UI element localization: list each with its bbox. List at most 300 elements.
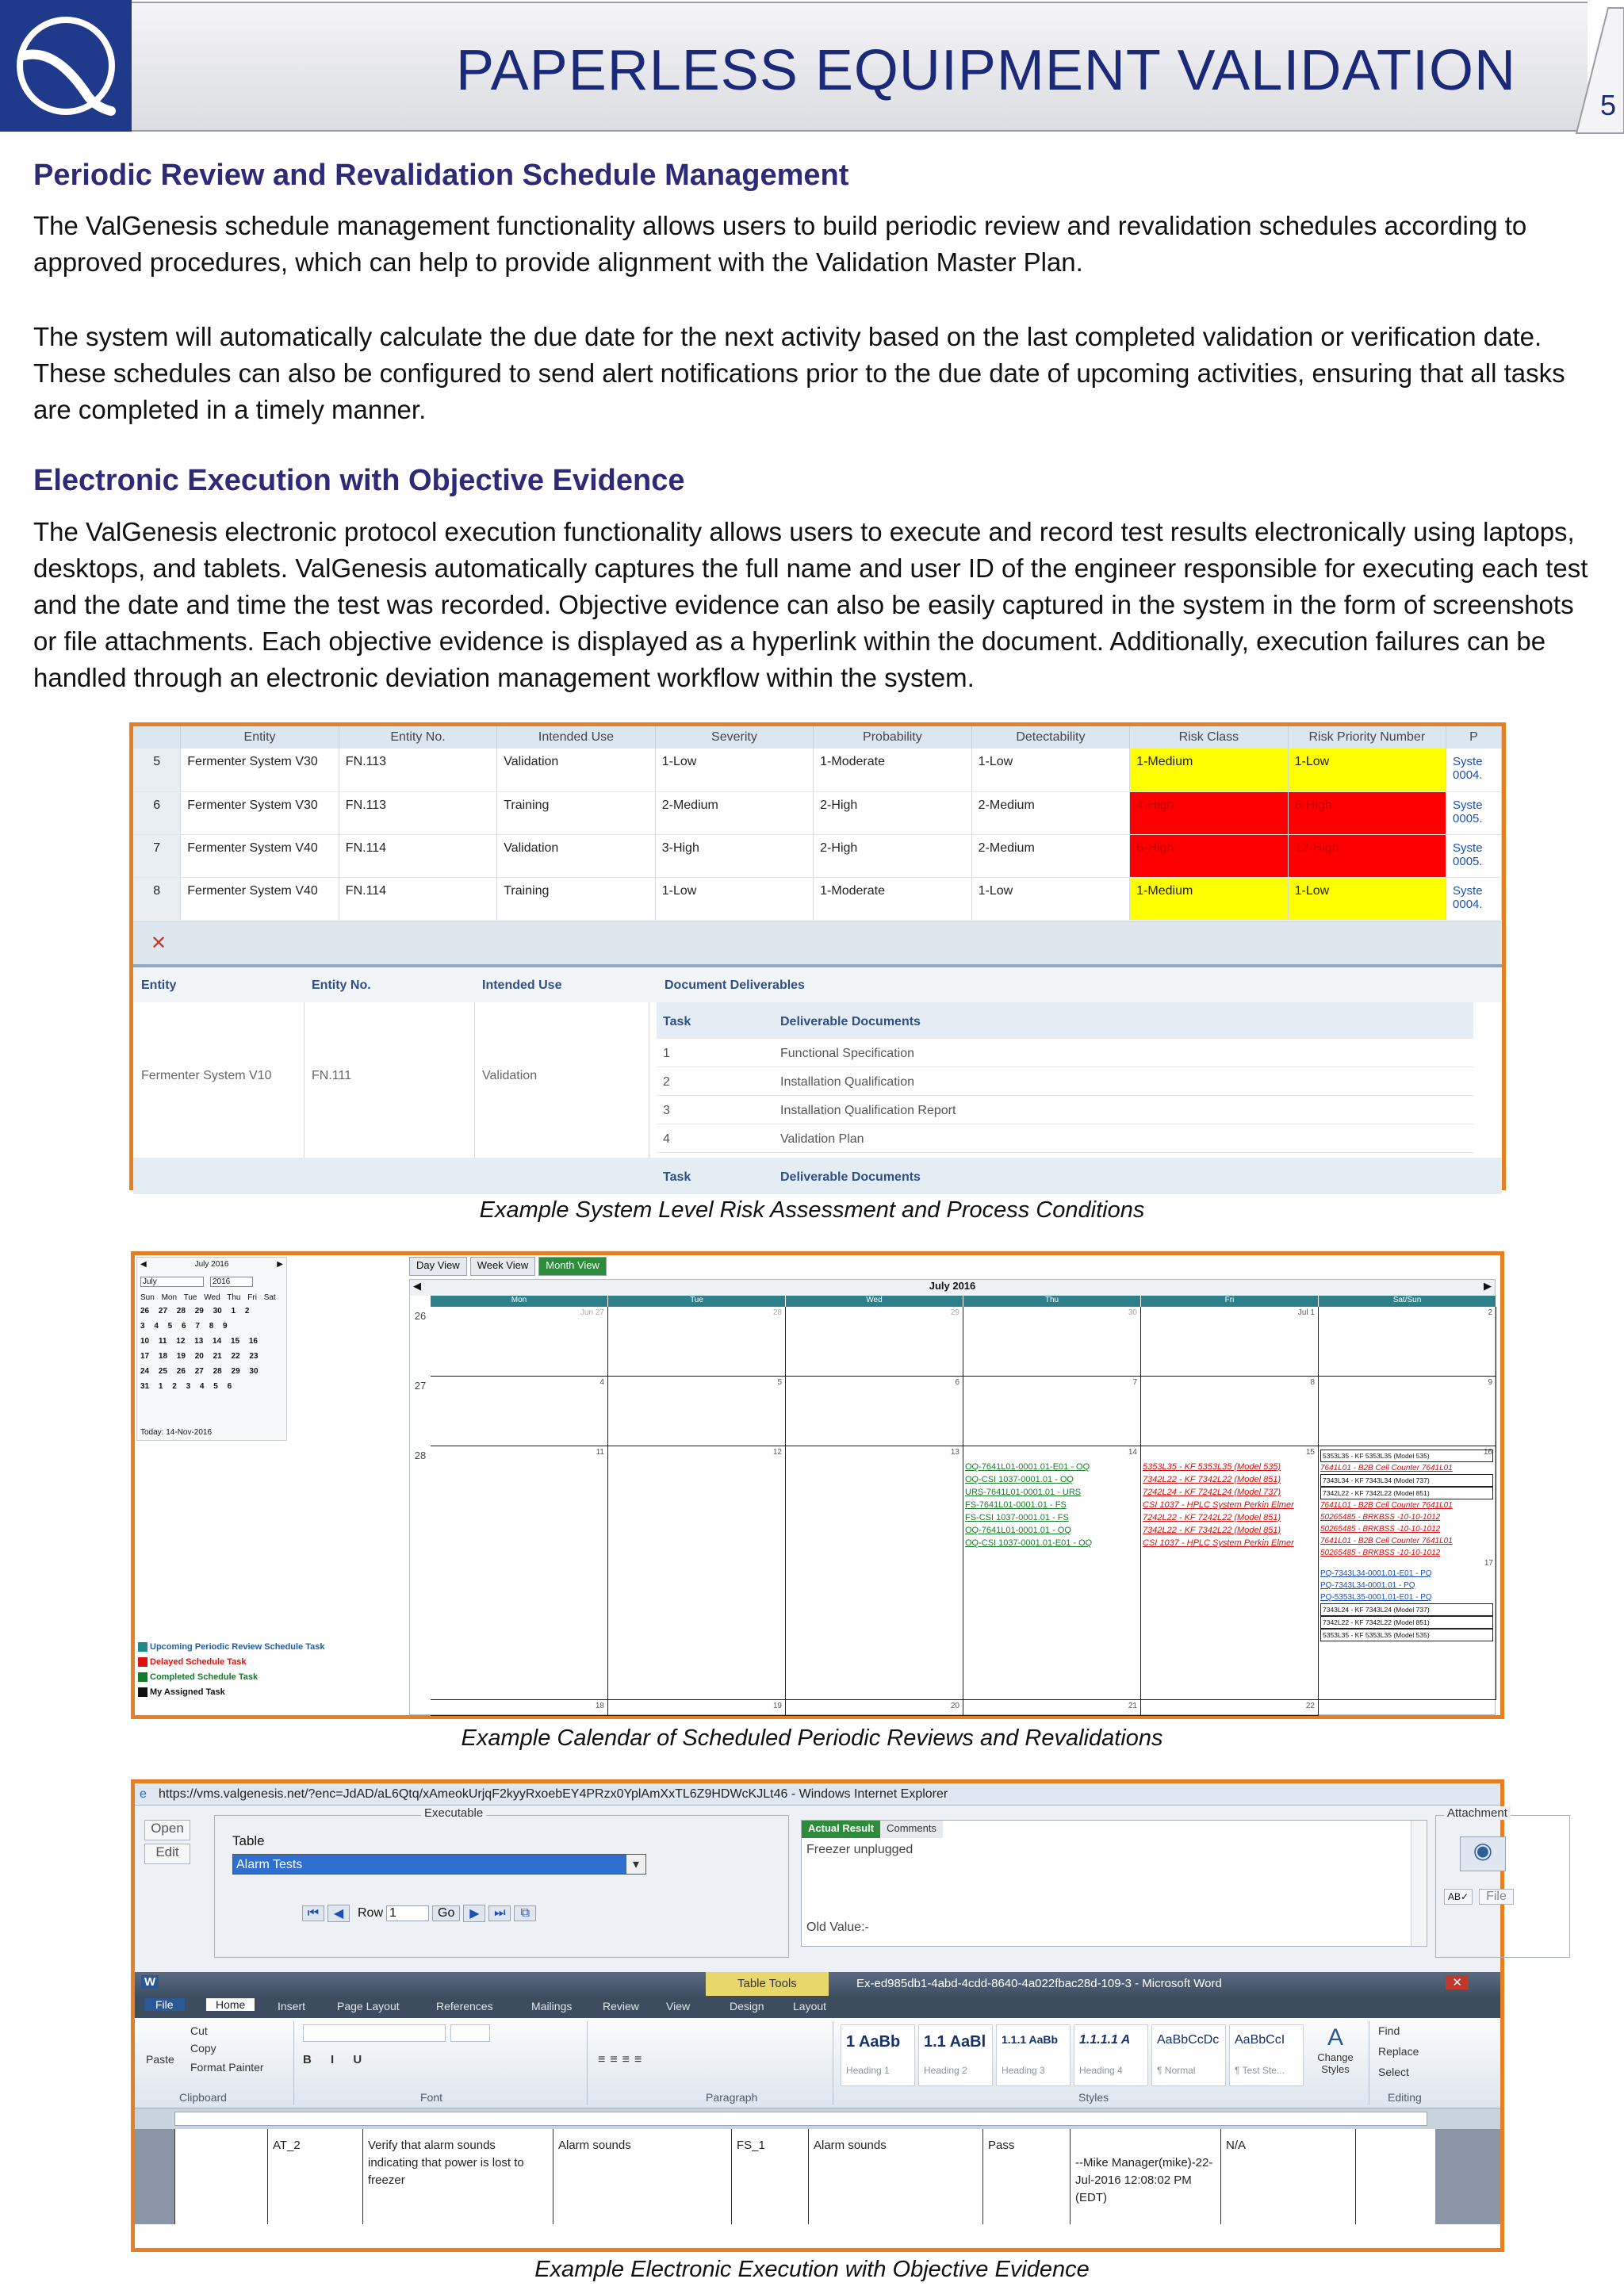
edit-button[interactable]: Edit bbox=[144, 1844, 190, 1864]
browser-title: https://vms.valgenesis.net/?enc=JdAD/aL6Qtq/xAmeokUrjqF2kyyRxoebEY4PRzx0YplAmXxTL6Z9HDWcKJLt46 - Windows Internet Explorer bbox=[159, 1787, 948, 1801]
next-row-icon[interactable]: ▶ bbox=[463, 1905, 485, 1922]
ruler bbox=[135, 2108, 1500, 2129]
weekday-label: Thu bbox=[963, 1296, 1141, 1307]
risk-table-header bbox=[133, 726, 1502, 749]
table-row[interactable] bbox=[133, 877, 1502, 920]
tab-file[interactable]: File bbox=[144, 1998, 185, 2011]
attachment-title: Attachment bbox=[1444, 1806, 1511, 1820]
list-item[interactable] bbox=[657, 1067, 1473, 1096]
day-cell[interactable] bbox=[1319, 1377, 1496, 1446]
day-number: 15 bbox=[1305, 1448, 1315, 1457]
cut-button[interactable]: Cut bbox=[190, 2024, 208, 2037]
style-normal[interactable] bbox=[1151, 2024, 1226, 2086]
task-number: 3 bbox=[663, 1104, 670, 1117]
cell-system-link[interactable]: Syste 0005. bbox=[1446, 791, 1502, 834]
table-row[interactable] bbox=[174, 2129, 1435, 2224]
tab-week-view[interactable]: Week View bbox=[470, 1257, 536, 1276]
day-cell[interactable] bbox=[1141, 1307, 1319, 1377]
tab-view[interactable]: View bbox=[666, 2000, 691, 2013]
day-cell[interactable] bbox=[608, 1377, 786, 1446]
document-page bbox=[174, 2129, 1435, 2224]
cell-severity: 1-Low bbox=[655, 877, 813, 920]
style-sample: 1.1 AaBl bbox=[924, 2033, 986, 2051]
task-link[interactable]: 7342L22 - KF 7342L22 (Model 851) bbox=[1320, 1616, 1493, 1629]
cell-system-link[interactable]: Syste 0004. bbox=[1446, 877, 1502, 920]
table-select-value: Alarm Tests bbox=[236, 1858, 303, 1871]
row-index: 6 bbox=[133, 791, 181, 834]
calendar-legend bbox=[138, 1639, 324, 1699]
list-item[interactable] bbox=[657, 1124, 1473, 1153]
file-button[interactable]: File bbox=[1479, 1889, 1514, 1905]
figure-risk-assessment bbox=[129, 722, 1506, 1190]
tab-page-layout[interactable]: Page Layout bbox=[337, 2000, 400, 2013]
cell-probability: 2-High bbox=[814, 791, 971, 834]
page-header bbox=[0, 0, 1624, 133]
group-editing: Editing bbox=[1388, 2091, 1422, 2104]
day-number: 20 bbox=[950, 1702, 959, 1710]
font-format-buttons[interactable]: B I U bbox=[303, 2053, 370, 2066]
col-header[interactable]: Severity bbox=[655, 726, 813, 749]
calendar-grid bbox=[431, 1307, 1496, 1716]
week-number[interactable]: 27 bbox=[414, 1380, 427, 1392]
executable-panel bbox=[135, 1806, 1507, 1972]
style-sample: AaBbCcI bbox=[1235, 2033, 1285, 2047]
cell-system-link[interactable]: Syste 0004. bbox=[1446, 749, 1502, 791]
cell-probability: 1-Moderate bbox=[814, 877, 971, 920]
actual-result-text[interactable]: Freezer unplugged bbox=[806, 1843, 914, 1856]
table-row[interactable] bbox=[133, 791, 1502, 834]
cell-reference: FS_1 bbox=[732, 2129, 809, 2224]
group-styles: Styles bbox=[1078, 2091, 1109, 2104]
week-number[interactable]: 26 bbox=[414, 1310, 427, 1322]
style-heading-2[interactable] bbox=[918, 2024, 993, 2086]
word-icon: W bbox=[141, 1975, 159, 1989]
day-cell[interactable] bbox=[608, 1307, 786, 1377]
risk-table bbox=[133, 726, 1502, 921]
legend-item bbox=[138, 1639, 324, 1654]
task-link[interactable]: OQ-CSI 1037-0001.01-E01 - OQ bbox=[965, 1538, 1093, 1548]
weekday-label: Wed bbox=[786, 1296, 963, 1307]
caption-figure-3: Example Electronic Execution with Objective Evidence bbox=[534, 2257, 1090, 2282]
row-label: Row bbox=[358, 1906, 384, 1920]
day-cell[interactable] bbox=[431, 1307, 608, 1377]
cell-detectability: 2-Medium bbox=[971, 791, 1130, 834]
day-number: 9 bbox=[1488, 1378, 1492, 1387]
format-painter-button[interactable]: Format Painter bbox=[190, 2061, 264, 2074]
mini-calendar bbox=[136, 1257, 287, 1441]
cell-intended-use: Validation bbox=[497, 749, 656, 791]
section-heading-schedule: Periodic Review and Revalidation Schedule Management bbox=[33, 159, 849, 192]
col-header[interactable]: Risk Priority Number bbox=[1288, 726, 1446, 749]
detail-entity-no: FN.111 bbox=[312, 1069, 352, 1082]
cell-risk-class: 4-High bbox=[1130, 791, 1288, 834]
style-test-step[interactable] bbox=[1229, 2024, 1304, 2086]
task-link[interactable]: 7342L22 - KF 7342L22 (Model 851) bbox=[1320, 1487, 1493, 1499]
task-link[interactable]: PQ-7343L34-0001.01 - PQ bbox=[1320, 1581, 1415, 1590]
ab-icon[interactable]: AB✓ bbox=[1444, 1889, 1473, 1905]
style-name: ¶ Test Ste... bbox=[1235, 2065, 1285, 2076]
day-number: 29 bbox=[950, 1308, 959, 1317]
row-navigator bbox=[302, 1905, 536, 1922]
legend-label: My Assigned Task bbox=[150, 1687, 225, 1697]
month-title: July 2016 bbox=[929, 1280, 976, 1292]
cell-detectability: 2-Medium bbox=[971, 834, 1130, 877]
col-header[interactable]: Entity bbox=[181, 726, 339, 749]
tab-references[interactable]: References bbox=[436, 2000, 493, 2013]
list-item[interactable] bbox=[657, 1039, 1473, 1067]
task-link[interactable]: FS-7641L01-0001.01 - FS bbox=[965, 1500, 1067, 1510]
day-number: 16 bbox=[1483, 1448, 1492, 1457]
paste-button[interactable]: Paste bbox=[146, 2053, 174, 2066]
task-link[interactable]: OQ-7641L01-0001.01 - OQ bbox=[965, 1526, 1071, 1535]
year-select[interactable]: 2016 bbox=[210, 1277, 253, 1287]
swoosh-logo-icon bbox=[0, 0, 132, 132]
deliverables-header bbox=[657, 1002, 1473, 1039]
day-number: 8 bbox=[1310, 1378, 1315, 1387]
document-title: PAPERLESS EQUIPMENT VALIDATION bbox=[455, 39, 1516, 102]
style-heading-3[interactable] bbox=[996, 2024, 1071, 2086]
day-number: 7 bbox=[1132, 1378, 1137, 1387]
row-index: 7 bbox=[133, 834, 181, 877]
tab-day-view[interactable]: Day View bbox=[409, 1257, 467, 1276]
cell-entity-no: FN.114 bbox=[339, 834, 496, 877]
deliverable-name: Installation Qualification Report bbox=[780, 1104, 956, 1117]
task-link[interactable]: 7641L01 - B2B Cell Counter 7641L01 bbox=[1320, 1464, 1453, 1473]
day-cell[interactable] bbox=[431, 1446, 608, 1700]
detail-col-deliverables: Document Deliverables bbox=[665, 978, 805, 992]
deliverables-col-task: Task bbox=[663, 1015, 691, 1028]
group-clipboard: Clipboard bbox=[179, 2091, 227, 2104]
col-header[interactable]: Intended Use bbox=[497, 726, 656, 749]
day-cell[interactable] bbox=[1319, 1307, 1496, 1377]
col-header[interactable]: Detectability bbox=[971, 726, 1130, 749]
style-name: Heading 4 bbox=[1079, 2065, 1123, 2076]
day-number: 21 bbox=[1128, 1702, 1137, 1710]
col-header[interactable]: Risk Class bbox=[1130, 726, 1288, 749]
weekday-label: Sat/Sun bbox=[1319, 1296, 1496, 1307]
day-number: Jul 1 bbox=[1297, 1308, 1315, 1317]
day-number: 5 bbox=[777, 1378, 782, 1387]
task-link[interactable]: PQ-7343L34-0001.01-E01 - PQ bbox=[1320, 1569, 1432, 1578]
task-number: 4 bbox=[663, 1132, 670, 1146]
deliverable-name: Installation Qualification bbox=[780, 1075, 914, 1089]
caption-figure-2: Example Calendar of Scheduled Periodic Reviews and Revalidations bbox=[461, 1725, 1163, 1751]
day-number: 30 bbox=[1128, 1308, 1137, 1317]
tab-home[interactable]: Home bbox=[206, 1998, 255, 2011]
paragraph-schedule-2: The system will automatically calculate the due date for the next activity based on the last completed validation or verification date. These schedules can also be configured to send alert notifications prior to the due date of upcoming activities, ensuring that all tasks are completed in a timely manner. bbox=[33, 322, 1565, 424]
cell-intended-use: Training bbox=[497, 791, 656, 834]
day-number: 22 bbox=[1305, 1702, 1315, 1710]
cell-probability: 2-High bbox=[814, 834, 971, 877]
change-styles-label: Change Styles bbox=[1317, 2051, 1354, 2075]
word-title-bar bbox=[135, 1972, 1500, 1996]
cell-intended-use: Validation bbox=[497, 834, 656, 877]
next-month-arrow-icon[interactable]: ▶ bbox=[1484, 1280, 1492, 1292]
task-link[interactable]: CSI 1037 - HPLC System Perkin Elmer bbox=[1143, 1500, 1294, 1510]
day-number: 2 bbox=[1488, 1308, 1492, 1317]
cell-risk-class: 1-Medium bbox=[1130, 877, 1288, 920]
legend-item bbox=[138, 1654, 324, 1669]
col-header[interactable]: Entity No. bbox=[339, 726, 496, 749]
col-header[interactable]: P bbox=[1446, 726, 1502, 749]
today-label[interactable]: Today: 14-Nov-2016 bbox=[140, 1428, 213, 1437]
legend-label: Completed Schedule Task bbox=[150, 1672, 259, 1682]
cell-entity: Fermenter System V30 bbox=[181, 749, 339, 791]
cell-result[interactable]: Pass bbox=[983, 2129, 1071, 2224]
month-calendar bbox=[409, 1279, 1496, 1715]
select-button[interactable]: Select bbox=[1378, 2066, 1409, 2078]
style-sample: AaBbCcDc bbox=[1157, 2033, 1220, 2047]
day-cell[interactable] bbox=[786, 1307, 963, 1377]
cell-risk-class: 1-Medium bbox=[1130, 749, 1288, 791]
section-heading-execution: Electronic Execution with Objective Evidence bbox=[33, 464, 685, 497]
deliverables-table bbox=[657, 1002, 1473, 1173]
legend-label: Upcoming Periodic Review Schedule Task bbox=[150, 1641, 325, 1652]
cell-entity: Fermenter System V40 bbox=[181, 834, 339, 877]
cell-risk-priority: 1-Low bbox=[1288, 877, 1446, 920]
legend-label: Delayed Schedule Task bbox=[150, 1656, 247, 1667]
result-panel bbox=[801, 1820, 1427, 1947]
align-icons[interactable]: ≡≡≡≡ bbox=[598, 2053, 647, 2066]
style-sample: 1.1.1.1 A bbox=[1079, 2033, 1131, 2047]
first-row-icon[interactable]: ⏮ bbox=[302, 1905, 324, 1921]
cell-deviation: N/A bbox=[1221, 2129, 1356, 2224]
result-scrollbar[interactable] bbox=[1411, 1821, 1427, 1946]
close-icon[interactable]: ✕ bbox=[1446, 1975, 1469, 1990]
delete-icon[interactable]: ✕ bbox=[151, 933, 167, 954]
legend-item bbox=[138, 1684, 324, 1699]
cell-risk-priority: 12-High bbox=[1288, 834, 1446, 877]
task-link[interactable]: PQ-5353L35-0001.01-E01 - PQ bbox=[1320, 1593, 1432, 1602]
day-number: 13 bbox=[950, 1448, 959, 1457]
next-month-icon[interactable]: ▶ bbox=[277, 1260, 283, 1269]
day-number: Jun 27 bbox=[580, 1308, 604, 1317]
font-size-select[interactable] bbox=[450, 2024, 490, 2042]
task-list bbox=[965, 1461, 1092, 1549]
task-number: 1 bbox=[663, 1047, 670, 1060]
task-link[interactable]: 5353L35 - KF 5353L35 (Model 535) bbox=[1320, 1450, 1493, 1462]
tab-insert[interactable]: Insert bbox=[278, 2000, 306, 2013]
word-document-title: Ex-ed985db1-4abd-4cdd-8640-4a022fbac28d-109-3 - Microsoft Word bbox=[856, 1977, 1222, 1990]
day-cell[interactable] bbox=[963, 1307, 1141, 1377]
camera-icon[interactable]: ◉ bbox=[1460, 1836, 1506, 1871]
cell-probability: 1-Moderate bbox=[814, 749, 971, 791]
task-link[interactable]: URS-7641L01-0001.01 - URS bbox=[965, 1488, 1082, 1497]
task-link[interactable]: 50265485 - BRKBSS -10-10-1012 bbox=[1320, 1513, 1441, 1522]
mini-calendar-weeks[interactable] bbox=[137, 1304, 286, 1394]
change-styles-icon: A bbox=[1327, 2024, 1343, 2051]
group-font: Font bbox=[420, 2091, 443, 2104]
cell-entity-no: FN.113 bbox=[339, 791, 496, 834]
task-link[interactable]: FS-CSI 1037-0001.01 - FS bbox=[965, 1513, 1069, 1522]
day-number: 18 bbox=[595, 1702, 604, 1710]
cell-signature: --Mike Manager(mike)-22-Jul-2016 12:08:02 PM (EDT) bbox=[1071, 2129, 1221, 2224]
month-select[interactable]: July bbox=[140, 1277, 204, 1287]
style-sample: 1.1.1 AaBb bbox=[1002, 2033, 1059, 2046]
month-header bbox=[410, 1280, 1495, 1296]
cell-risk-class: 6-High bbox=[1130, 834, 1288, 877]
task-link[interactable]: 5353L35 - KF 5353L35 (Model 535) bbox=[1143, 1462, 1281, 1472]
day-cell[interactable] bbox=[1141, 1377, 1319, 1446]
style-name: Heading 2 bbox=[924, 2065, 967, 2076]
table-row[interactable] bbox=[133, 749, 1502, 791]
old-value-text: Old Value:- bbox=[806, 1921, 869, 1934]
day-cell[interactable] bbox=[786, 1377, 963, 1446]
document-area bbox=[135, 2129, 1500, 2224]
day-cell[interactable] bbox=[786, 1700, 963, 1716]
tab-mailings[interactable]: Mailings bbox=[531, 2000, 573, 2013]
day-cell[interactable] bbox=[608, 1446, 786, 1700]
legend-swatch bbox=[138, 1687, 147, 1697]
task-link[interactable]: 7641L01 - B2B Cell Counter 7641L01 bbox=[1320, 1501, 1453, 1510]
paragraph-execution: The ValGenesis electronic protocol execution functionality allows users to execute and record test results electronically using laptops, desktops, and tablets. ValGenesis automatically captures the full name and user ID of the engineer responsible for executing each test and the date and time the test was recorded. Objective evidence can also be easily captured in the system in the form of screenshots or file attachments. Each objective evidence is displayed as a hyperlink within the document. Additionally, execution failures can be handled through an electronic deviation management workflow within the system. bbox=[33, 517, 1588, 692]
task-link[interactable]: 7342L22 - KF 7342L22 (Model 851) bbox=[1143, 1475, 1281, 1484]
day-cell[interactable] bbox=[1141, 1700, 1319, 1716]
prev-row-icon[interactable]: ◀ bbox=[327, 1905, 350, 1922]
day-number: 14 bbox=[1128, 1448, 1137, 1457]
detail-col-entity-no: Entity No. bbox=[312, 978, 371, 992]
page-number: 5 bbox=[1599, 89, 1616, 121]
detail-header bbox=[133, 964, 1502, 1002]
task-list bbox=[1320, 1450, 1493, 1641]
cell-expected: Alarm sounds bbox=[553, 2129, 732, 2224]
prev-month-arrow-icon[interactable]: ◀ bbox=[413, 1280, 421, 1292]
style-name: Heading 1 bbox=[846, 2065, 890, 2076]
table-label: Table bbox=[232, 1833, 265, 1848]
calendar-view-tabs bbox=[409, 1257, 607, 1276]
list-item[interactable] bbox=[657, 1096, 1473, 1124]
open-button[interactable]: Open bbox=[144, 1820, 190, 1840]
figure-calendar bbox=[131, 1251, 1504, 1719]
day-number: 11 bbox=[596, 1448, 604, 1457]
task-link[interactable]: CSI 1037 - HPLC System Perkin Elmer bbox=[1143, 1538, 1294, 1548]
tab-review[interactable]: Review bbox=[603, 2000, 639, 2013]
figure-execution bbox=[131, 1779, 1507, 2252]
table-row[interactable] bbox=[133, 834, 1502, 877]
task-link[interactable]: 50265485 - BRKBSS -10-10-1012 bbox=[1320, 1525, 1441, 1534]
day-cell[interactable] bbox=[963, 1377, 1141, 1446]
table-select[interactable] bbox=[232, 1854, 646, 1875]
col-header[interactable]: Probability bbox=[814, 726, 971, 749]
ribbon bbox=[135, 2018, 1500, 2108]
day-cell[interactable] bbox=[963, 1446, 1141, 1700]
paragraph-schedule-1: The ValGenesis schedule management functionality allows users to build periodic review and revalidation schedules according to approved procedures, which can help to provide alignment with the Validation Master Plan. bbox=[33, 211, 1527, 277]
week-number[interactable]: 28 bbox=[414, 1450, 427, 1461]
task-link[interactable]: 7242L24 - KF 7242L24 (Model 737) bbox=[1143, 1488, 1281, 1497]
deliverables-col-documents-repeat: Deliverable Documents bbox=[780, 1170, 921, 1184]
task-link[interactable]: 7343L34 - KF 7343L34 (Model 737) bbox=[1320, 1474, 1493, 1487]
executable-group bbox=[214, 1806, 789, 1958]
deliverables-col-documents: Deliverable Documents bbox=[780, 1015, 921, 1028]
chevron-down-icon[interactable]: ▾ bbox=[626, 1855, 645, 1874]
col-header bbox=[133, 726, 181, 749]
task-link[interactable]: 50265485 - BRKBSS -10-10-1012 bbox=[1320, 1549, 1441, 1557]
font-name-select[interactable] bbox=[303, 2024, 446, 2042]
cell-system-link[interactable]: Syste 0005. bbox=[1446, 834, 1502, 877]
day-cell[interactable] bbox=[431, 1700, 608, 1716]
attachment-group bbox=[1435, 1806, 1570, 1958]
legend-item bbox=[138, 1669, 324, 1684]
mini-week-row: 26 27 28 29 30 1 2 bbox=[140, 1307, 250, 1316]
replace-button[interactable]: Replace bbox=[1378, 2045, 1419, 2058]
tab-layout[interactable]: Layout bbox=[793, 2000, 827, 2013]
cell-actual[interactable]: Alarm sounds bbox=[809, 2129, 983, 2224]
cell-entity-no: FN.113 bbox=[339, 749, 496, 791]
day-number: 6 bbox=[955, 1378, 959, 1387]
deliverable-name: Functional Specification bbox=[780, 1047, 914, 1060]
change-styles-button[interactable] bbox=[1312, 2024, 1359, 2075]
mini-week-row: 3 4 5 6 7 8 9 bbox=[140, 1322, 228, 1331]
tab-actual-result[interactable]: Actual Result bbox=[802, 1821, 880, 1838]
task-number: 2 bbox=[663, 1075, 670, 1089]
detail-col-entity: Entity bbox=[141, 978, 177, 992]
detail-intended-use: Validation bbox=[482, 1069, 538, 1082]
day-cell[interactable] bbox=[1141, 1446, 1319, 1700]
tab-comments[interactable]: Comments bbox=[880, 1821, 943, 1838]
day-cell[interactable] bbox=[786, 1446, 963, 1700]
last-row-icon[interactable]: ⏭ bbox=[488, 1905, 511, 1921]
style-name: Heading 3 bbox=[1002, 2065, 1045, 2076]
day-cell[interactable] bbox=[431, 1377, 608, 1446]
row-index: 5 bbox=[133, 749, 181, 791]
legend-swatch bbox=[138, 1657, 147, 1667]
task-link[interactable]: 5353L35 - KF 5353L35 (Model 535) bbox=[1320, 1629, 1493, 1641]
task-link[interactable]: 7343L24 - KF 7343L24 (Model 737) bbox=[1320, 1603, 1493, 1616]
copy-row-icon[interactable]: ⧉ bbox=[514, 1905, 536, 1921]
cell-entity-no: FN.114 bbox=[339, 877, 496, 920]
style-heading-1[interactable] bbox=[841, 2024, 915, 2086]
day-cell[interactable] bbox=[608, 1700, 786, 1716]
weekday-header bbox=[431, 1296, 1496, 1307]
cell-severity: 1-Low bbox=[655, 749, 813, 791]
ribbon-tabs bbox=[135, 1996, 1500, 2018]
prev-month-icon[interactable]: ◀ bbox=[140, 1260, 147, 1269]
task-link[interactable]: OQ-CSI 1037-0001.01 - OQ bbox=[965, 1475, 1074, 1484]
day-cell[interactable] bbox=[963, 1700, 1141, 1716]
style-heading-4[interactable] bbox=[1074, 2024, 1148, 2086]
cell-severity: 2-Medium bbox=[655, 791, 813, 834]
horizontal-ruler[interactable] bbox=[174, 2112, 1427, 2126]
tab-design[interactable]: Design bbox=[730, 2000, 764, 2013]
day-cell[interactable] bbox=[1319, 1446, 1496, 1700]
task-link[interactable]: 7342L22 - KF 7342L22 (Model 851) bbox=[1143, 1526, 1281, 1535]
cell-risk-priority: 8-High bbox=[1288, 791, 1446, 834]
deliverable-name: Validation Plan bbox=[780, 1132, 864, 1146]
mini-week-row: 10 11 12 13 14 15 16 bbox=[140, 1337, 258, 1346]
weekday-label: Tue bbox=[608, 1296, 786, 1307]
day-number: 12 bbox=[772, 1448, 782, 1457]
table-toolbar bbox=[133, 921, 1502, 964]
copy-button[interactable]: Copy bbox=[190, 2042, 216, 2055]
tab-month-view[interactable]: Month View bbox=[538, 1257, 607, 1276]
row-input[interactable]: 1 bbox=[386, 1905, 429, 1921]
task-link[interactable]: 7641L01 - B2B Cell Counter 7641L01 bbox=[1320, 1537, 1453, 1545]
cell-risk-priority: 1-Low bbox=[1288, 749, 1446, 791]
cell-detectability: 1-Low bbox=[971, 749, 1130, 791]
mini-week-row: 17 18 19 20 21 22 23 bbox=[140, 1352, 259, 1361]
title-band bbox=[132, 2, 1588, 132]
go-button[interactable]: Go bbox=[432, 1905, 460, 1921]
find-button[interactable]: Find bbox=[1378, 2024, 1400, 2037]
mini-calendar-month-label: July 2016 bbox=[194, 1260, 229, 1269]
day-number: 19 bbox=[772, 1702, 782, 1710]
caption-figure-1: Example System Level Risk Assessment and Process Conditions bbox=[479, 1197, 1145, 1223]
task-link[interactable]: 7242L22 - KF 7242L22 (Model 851) bbox=[1143, 1513, 1281, 1522]
cell-detectability: 1-Low bbox=[971, 877, 1130, 920]
style-name: ¶ Normal bbox=[1157, 2065, 1196, 2076]
task-link[interactable]: OQ-7641L01-0001.01-E01 - OQ bbox=[965, 1462, 1090, 1472]
table-tools-tab: Table Tools bbox=[706, 1972, 829, 1996]
